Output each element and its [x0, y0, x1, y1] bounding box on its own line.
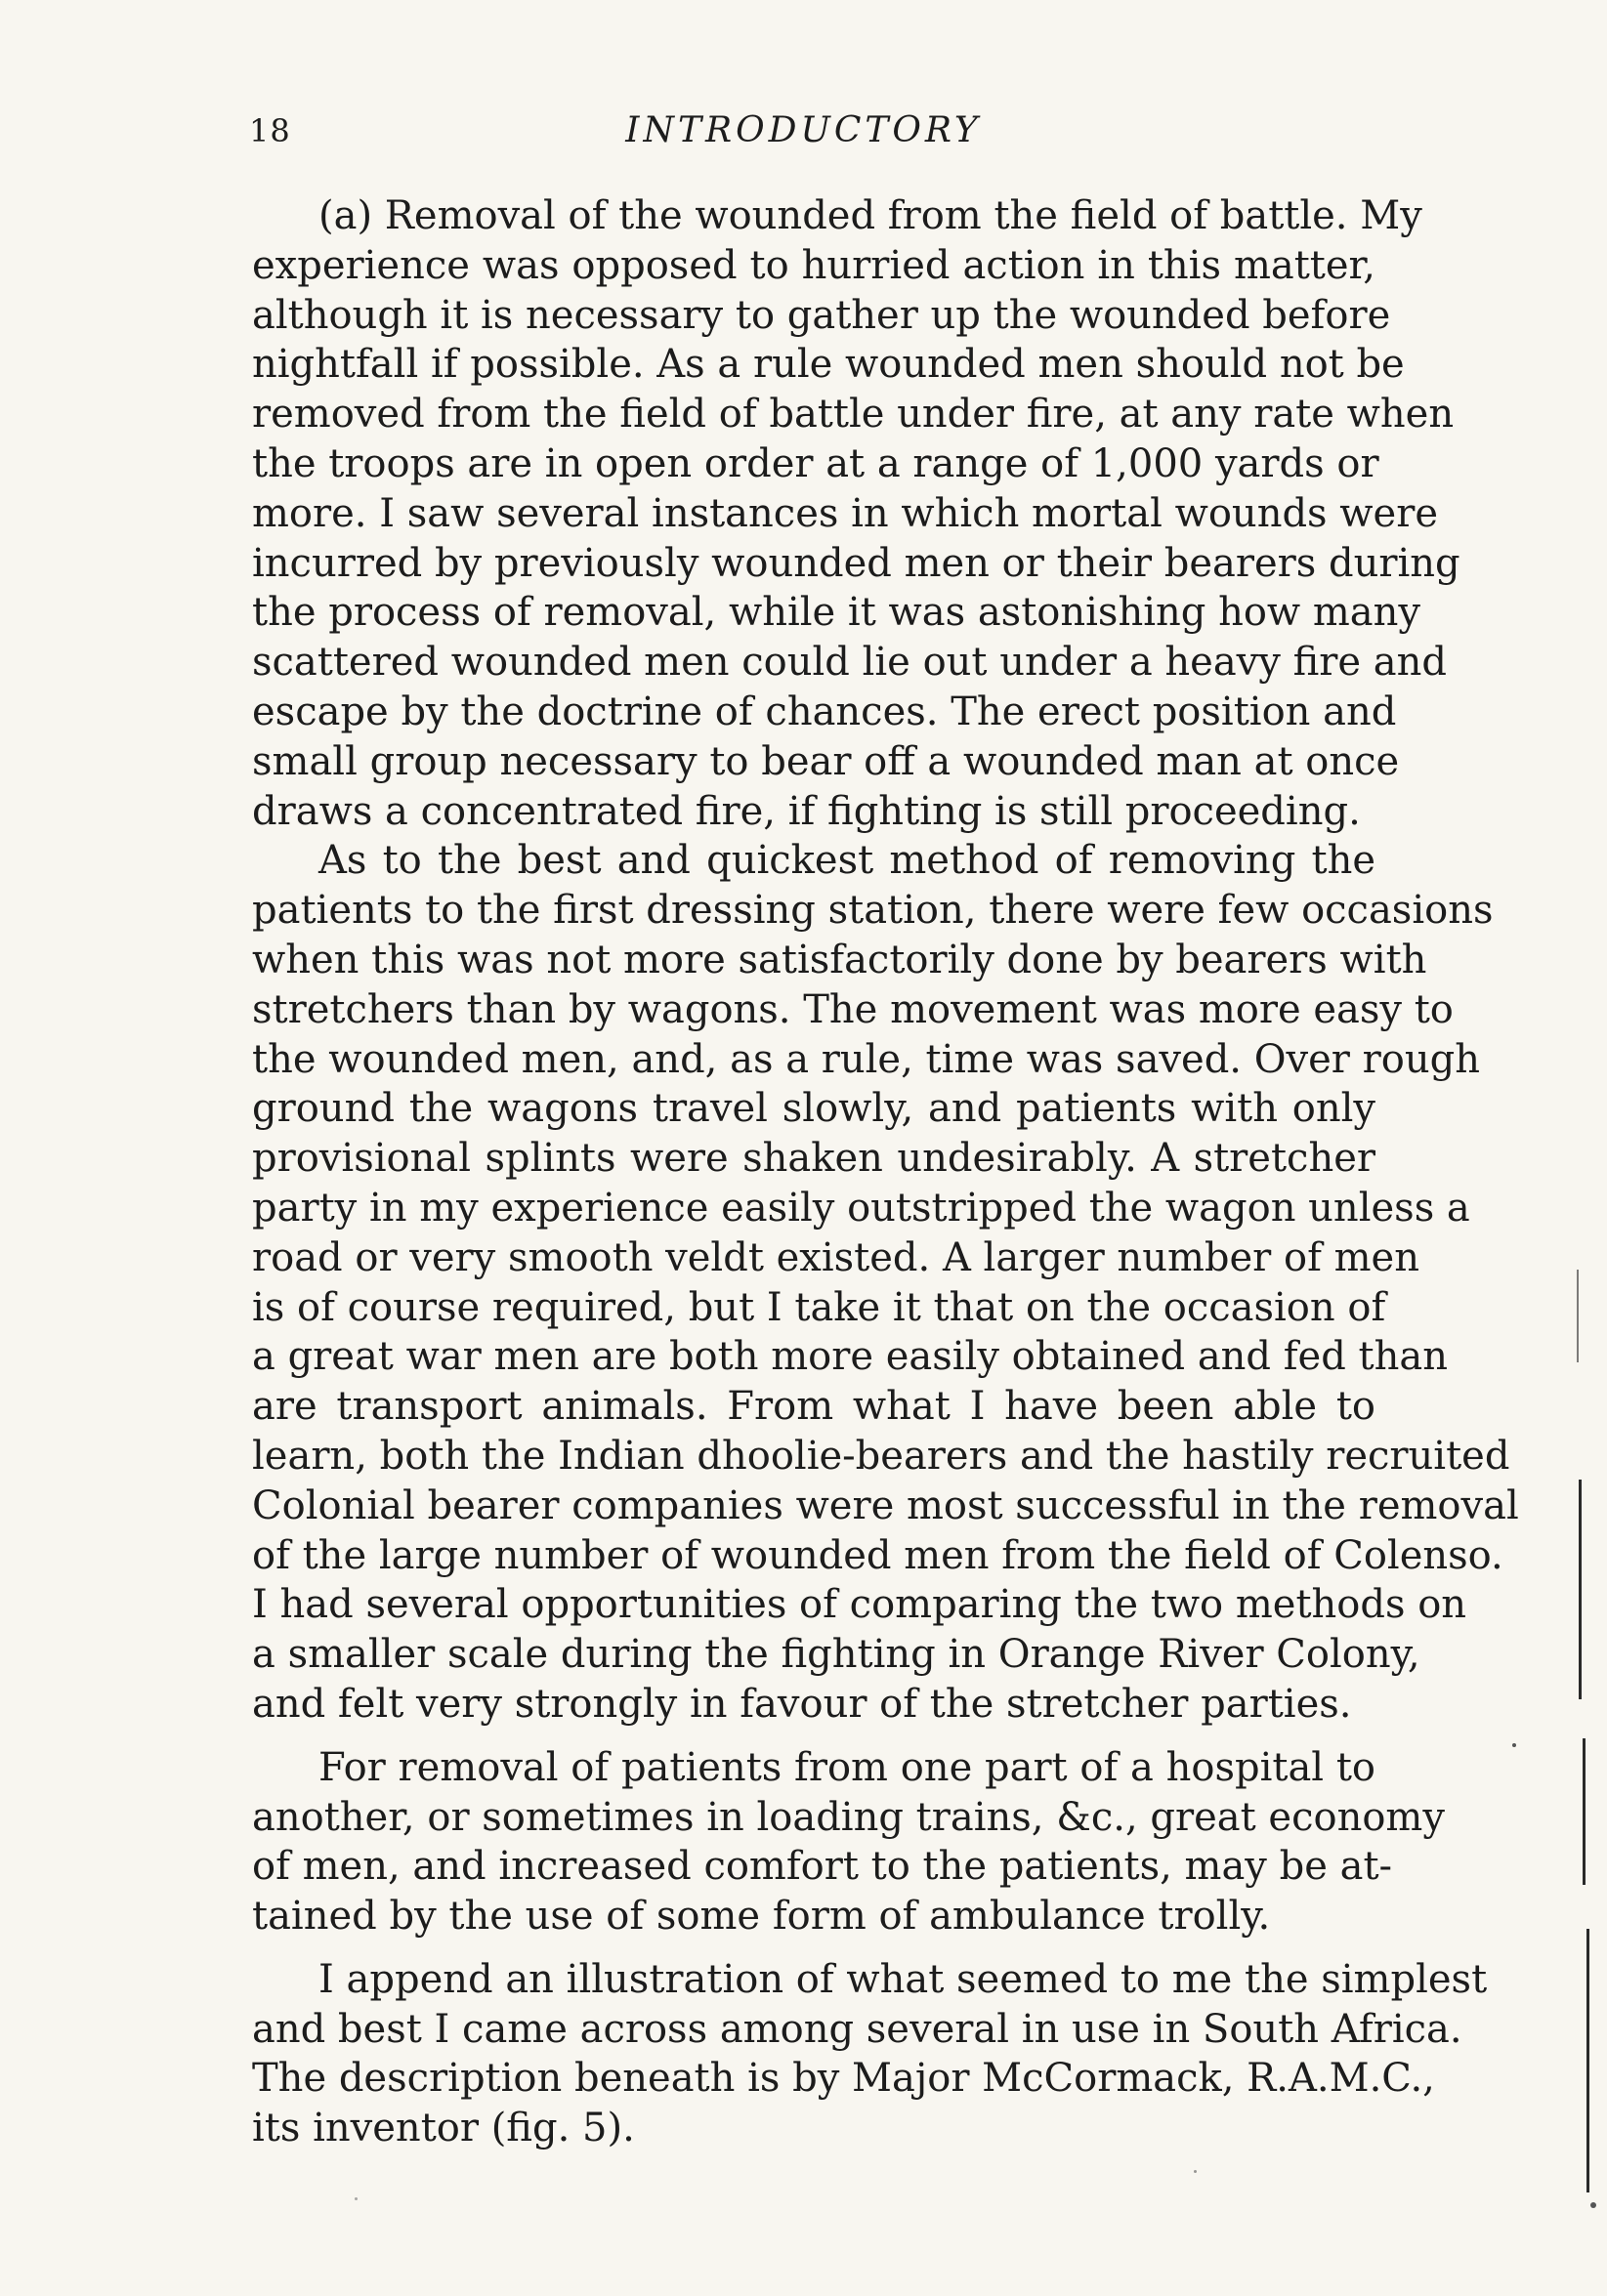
body-text	[252, 191, 1519, 2153]
paragraph-ambulance-trolly	[252, 1743, 1445, 1941]
page-number: 18	[249, 112, 291, 149]
text-line: the wounded men, and, as a rule, time was saved. Over rough	[252, 1036, 1480, 1082]
scan-speck	[1590, 2202, 1596, 2208]
text-line: the troops are in open order at a range of 1,000 yards or	[252, 440, 1379, 486]
text-line: small group necessary to bear off a wounded man at once	[252, 738, 1400, 784]
text-line: a smaller scale during the fighting in Orange River Colony,	[252, 1632, 1420, 1678]
text-line: its inventor (fig. 5).	[252, 2106, 635, 2151]
text-line: For removal of patients from one part of a hospital to	[318, 1744, 1375, 1790]
text-line: Colonial bearer companies were most successful in the removal	[252, 1482, 1519, 1528]
text-line: I had several opportunities of comparing the two methods on	[252, 1582, 1467, 1628]
text-line: stretchers than by wagons. The movement was more easy to	[252, 986, 1454, 1032]
paragraph-removal-from-field	[252, 191, 1460, 836]
margin-scan-mark	[1579, 1480, 1582, 1699]
text-line: escape by the doctrine of chances. The erect position and	[252, 689, 1397, 734]
text-line: when this was not more satisfactorily done by bearers with	[252, 937, 1427, 982]
text-line: are transport animals. From what I have been able to	[252, 1384, 1375, 1430]
text-line: (a) Removal of the wounded from the field of battle. My	[318, 193, 1422, 238]
text-line: scattered wounded men could lie out under a heavy fire and	[252, 640, 1447, 686]
scan-speck	[1194, 2170, 1197, 2173]
text-line: As to the best and quickest method of removing the	[318, 838, 1375, 884]
text-line: although it is necessary to gather up the wounded before	[252, 292, 1391, 338]
text-line: tained by the use of some form of ambulance trolly.	[252, 1894, 1271, 1940]
scan-speck	[355, 2197, 358, 2200]
text-line: a great war men are both more easily obtained and fed than	[252, 1334, 1448, 1380]
text-line: another, or sometimes in loading trains, &c., great economy	[252, 1794, 1445, 1840]
running-title: INTRODUCTORY	[625, 110, 982, 150]
text-line: provisional splints were shaken undesirably. A stretcher	[252, 1136, 1375, 1182]
text-line: ground the wagons travel slowly, and patients with only	[252, 1086, 1375, 1132]
text-line: party in my experience easily outstripped the wagon unless a	[252, 1185, 1470, 1231]
margin-scan-mark	[1577, 1270, 1579, 1362]
text-line: The description beneath is by Major McCormack, R.A.M.C.,	[252, 2056, 1435, 2102]
text-line: road or very smooth veldt existed. A larger number of men	[252, 1234, 1419, 1280]
text-line: learn, both the Indian dhoolie-bearers and the hastily recruited	[252, 1433, 1510, 1479]
text-line: I append an illustration of what seemed to me the simplest	[318, 1956, 1488, 2002]
text-line: is of course required, but I take it that on the occasion of	[252, 1284, 1386, 1330]
scan-speck	[1512, 1743, 1516, 1747]
margin-scan-mark	[1586, 1929, 1589, 2192]
margin-scan-mark	[1583, 1738, 1586, 1885]
text-line: the process of removal, while it was astonishing how many	[252, 590, 1421, 636]
text-line: experience was opposed to hurried action in this matter,	[252, 242, 1375, 288]
text-line: and best I came across among several in use in South Africa.	[252, 2006, 1462, 2052]
paragraph-stretchers-vs-wagons	[252, 836, 1519, 1729]
text-line: more. I saw several instances in which mortal wounds were	[252, 490, 1439, 536]
text-line: of the large number of wounded men from the field of Colenso.	[252, 1532, 1503, 1578]
text-line: draws a concentrated fire, if fighting is still proceeding.	[252, 788, 1361, 834]
text-line: nightfall if possible. As a rule wounded men should not be	[252, 342, 1405, 388]
text-line: removed from the field of battle under fire, at any rate when	[252, 392, 1455, 438]
text-line: patients to the first dressing station, there were few occasions	[252, 888, 1494, 934]
text-line: of men, and increased comfort to the patients, may be at-	[252, 1844, 1393, 1890]
paragraph-illustration-note	[252, 1955, 1488, 2153]
text-line: incurred by previously wounded men or their bearers during	[252, 540, 1460, 586]
text-line: and felt very strongly in favour of the stretcher parties.	[252, 1681, 1352, 1727]
